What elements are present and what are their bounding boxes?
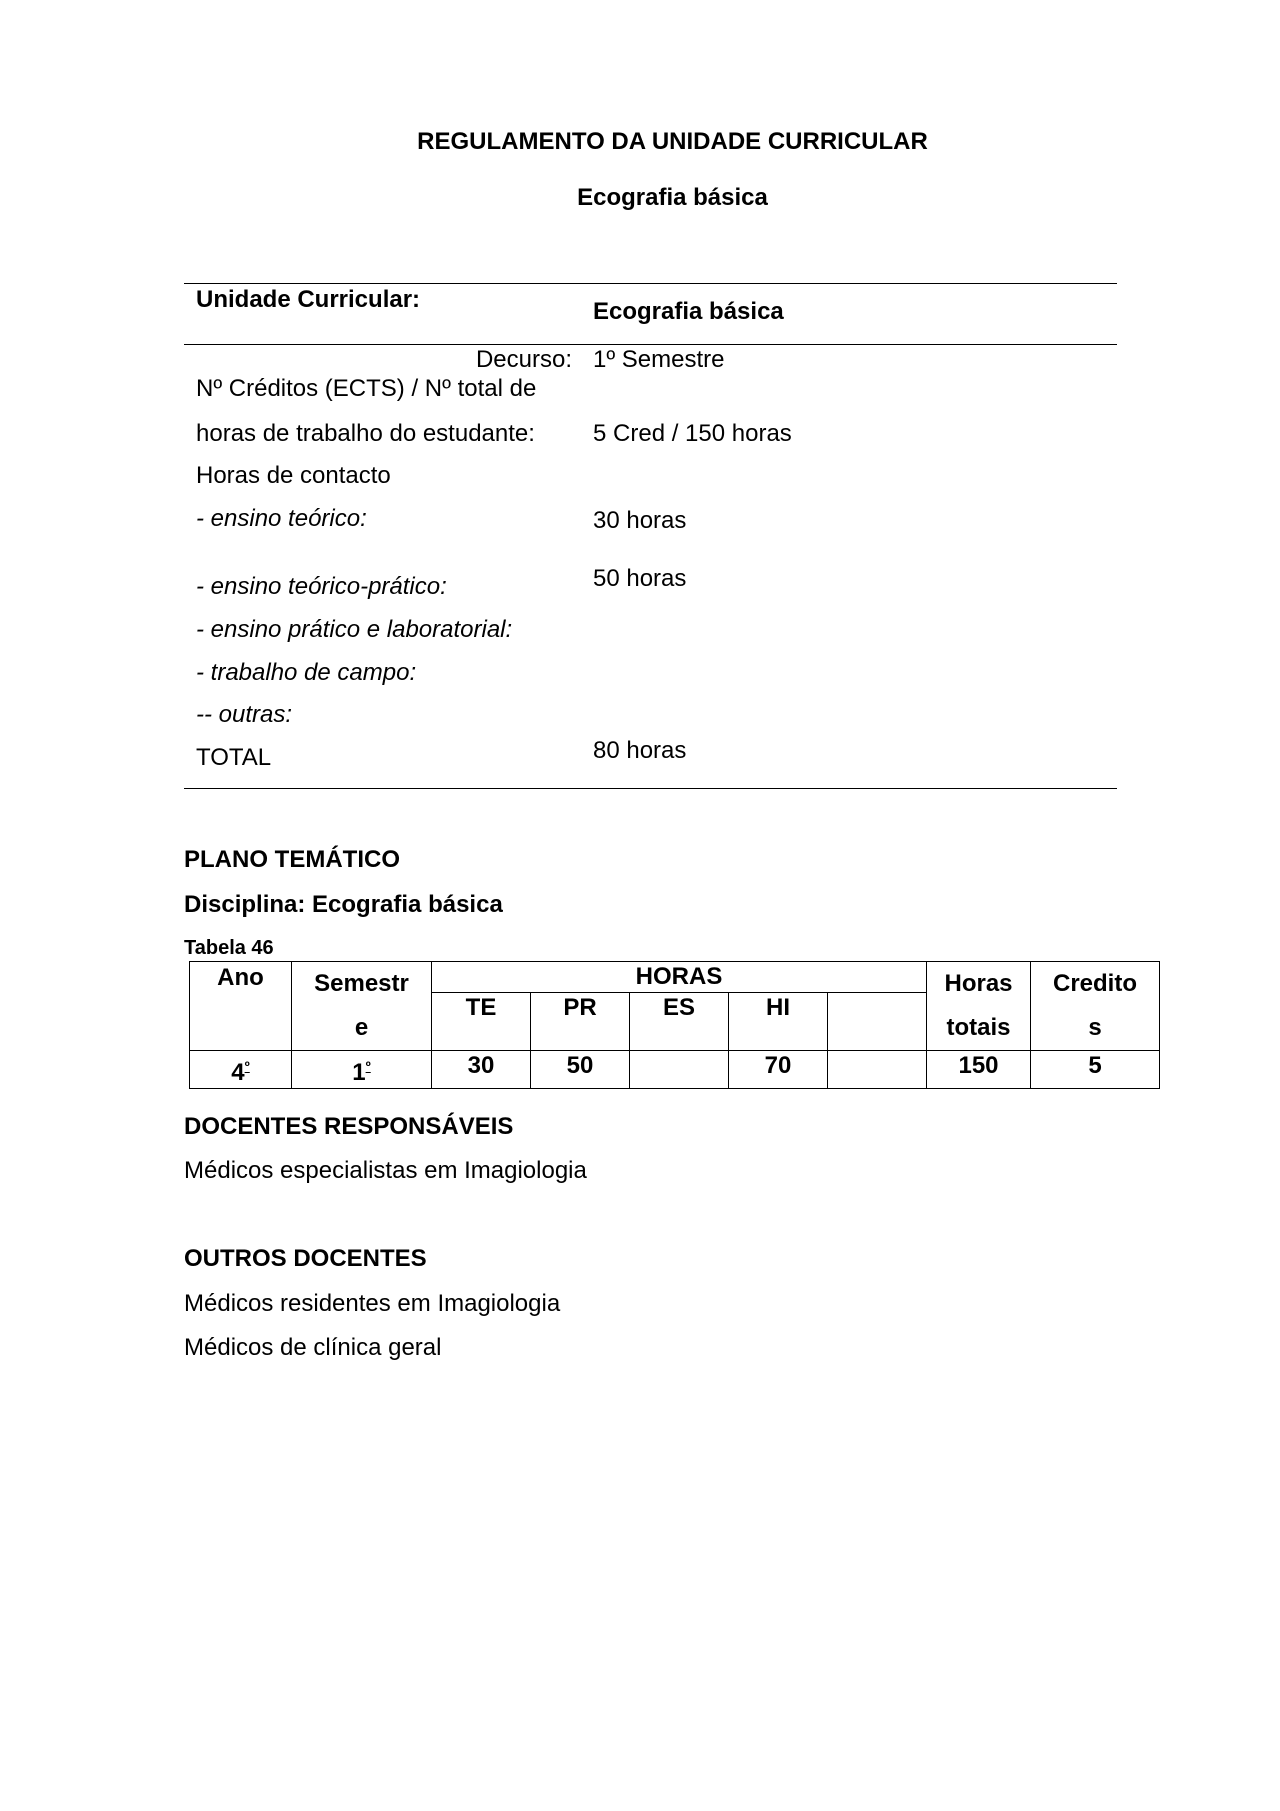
header-semestre: Semestr e (292, 962, 432, 1051)
header-creditos: Credito s (1031, 962, 1160, 1051)
header-pr: PR (531, 993, 630, 1051)
plano-heading: PLANO TEMÁTICO (184, 846, 400, 873)
cell-pr: 50 (531, 1051, 630, 1089)
header-hi: HI (729, 993, 828, 1051)
header-ano: Ano (190, 962, 292, 1051)
header-horas-totais: Horas totais (927, 962, 1031, 1051)
creditos-label-line1: Nº Créditos (ECTS) / Nº total de (196, 375, 537, 402)
creditos-label-line2: horas de trabalho do estudante: (196, 420, 535, 447)
teorico-pratico-label: - ensino teórico-prático: (196, 573, 447, 600)
cell-horas-totais: 150 (927, 1051, 1031, 1089)
cell-es (630, 1051, 729, 1089)
tabela-label: Tabela 46 (184, 937, 274, 959)
outros-line2: Médicos de clínica geral (184, 1334, 442, 1361)
outras-label: -- outras: (196, 701, 293, 728)
total-label: TOTAL (196, 744, 272, 771)
campo-label: - trabalho de campo: (196, 659, 417, 686)
header-empty (828, 993, 927, 1051)
cell-te: 30 (432, 1051, 531, 1089)
top-rule (184, 283, 1117, 284)
contacto-label: Horas de contacto (196, 462, 391, 489)
horas-table (189, 961, 1160, 1089)
bottom-rule (184, 788, 1117, 789)
cell-ano: $4^º$ (190, 1051, 292, 1089)
teorico-value: 30 horas (593, 507, 687, 534)
uc-label: Unidade Curricular: (196, 286, 421, 313)
decurso-value: 1º Semestre (593, 346, 725, 373)
uc-value: Ecografia básica (593, 298, 784, 325)
cell-semestre: $1^º$ (292, 1051, 432, 1089)
outros-line1: Médicos residentes em Imagiologia (184, 1290, 561, 1317)
header-es: ES (630, 993, 729, 1051)
decurso-label: Decurso: (475, 346, 572, 373)
teorico-pratico-value: 50 horas (593, 565, 687, 592)
header-te: TE (432, 993, 531, 1051)
table-row (190, 1051, 1160, 1089)
creditos-value: 5 Cred / 150 horas (593, 420, 792, 447)
docentes-text: Médicos especialistas em Imagiologia (184, 1157, 587, 1184)
header-horas: HORAS (432, 962, 927, 993)
docentes-heading: DOCENTES RESPONSÁVEIS (184, 1113, 514, 1140)
pratico-lab-label: - ensino prático e laboratorial: (196, 616, 513, 643)
disciplina-heading: Disciplina: Ecografia básica (184, 891, 503, 918)
document-subtitle: Ecografia básica (577, 184, 768, 211)
teorico-label: - ensino teórico: (196, 505, 367, 532)
cell-extra (828, 1051, 927, 1089)
cell-creditos: 5 (1031, 1051, 1160, 1089)
outros-heading: OUTROS DOCENTES (184, 1245, 427, 1272)
total-value: 80 horas (593, 737, 687, 764)
document-title: REGULAMENTO DA UNIDADE CURRICULAR (417, 128, 928, 155)
header-rule (184, 344, 1117, 345)
cell-hi: 70 (729, 1051, 828, 1089)
